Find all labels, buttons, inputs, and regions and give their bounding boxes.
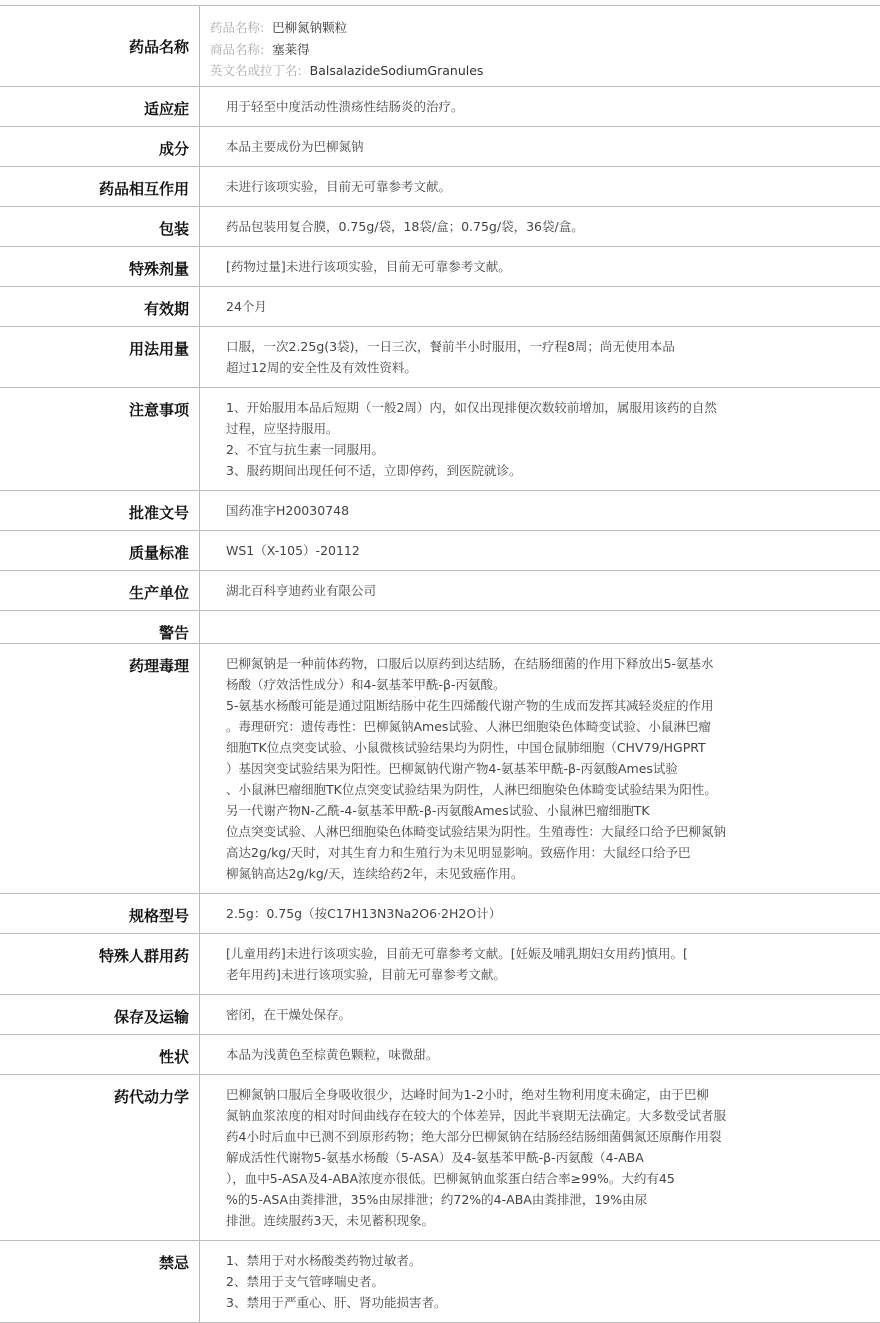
- row-value: [200, 6, 880, 87]
- row-label: 特殊人群用药: [0, 933, 200, 994]
- text-line: 2、不宜与抗生素一同服用。: [226, 439, 870, 460]
- text-line: [儿童用药]未进行该项实验，目前无可靠参考文献。[妊娠及哺乳期妇女用药]慎用。[: [226, 943, 870, 964]
- row-label: 批准文号: [0, 490, 200, 530]
- row-pharmacokinetics: [0, 1074, 880, 1240]
- row-value: [200, 570, 880, 610]
- row-label: 适应症: [0, 86, 200, 126]
- row-value: [200, 1240, 880, 1322]
- text-line: ），血中5-ASA及4-ABA浓度亦很低。巴柳氮钠血浆蛋白结合率≥99%。大约有45: [226, 1168, 870, 1189]
- row-label: 注意事项: [0, 387, 200, 490]
- text-line: 高达2g/kg/天时，对其生育力和生殖行为未见明显影响。致癌作用：大鼠经口给予巴: [226, 842, 870, 863]
- text-line: 药4小时后血中已测不到原形药物；绝大部分巴柳氮钠在结肠经结肠细菌偶氮还原酶作用裂: [226, 1126, 870, 1147]
- text-line: 本品为浅黄色至棕黄色颗粒，味微甜。: [226, 1044, 870, 1065]
- row-label: 药理毒理: [0, 643, 200, 893]
- row-label: 规格型号: [0, 893, 200, 933]
- text-line: WS1（X-105）-20112: [226, 540, 870, 561]
- text-line: 巴柳氮钠口服后全身吸收很少，达峰时间为1-2小时，绝对生物利用度未确定，由于巴柳: [226, 1084, 870, 1105]
- text-line: 国药准字H20030748: [226, 500, 870, 521]
- text-line: 超过12周的安全性及有效性资料。: [226, 357, 870, 378]
- text-line: 药品包装用复合膜，0.75g/袋，18袋/盒；0.75g/袋，36袋/盒。: [226, 216, 870, 237]
- text-line: 1、禁用于对水杨酸类药物过敏者。: [226, 1250, 870, 1271]
- text-line: 2、禁用于支气管哮喘史者。: [226, 1271, 870, 1292]
- row-drug-name: [0, 6, 880, 87]
- row-value: [200, 206, 880, 246]
- row-value: [200, 126, 880, 166]
- trade-name-line: [210, 39, 870, 61]
- text-line: 杨酸（疗效活性成分）和4-氨基苯甲酰-β-丙氨酸。: [226, 674, 870, 695]
- row-value: [200, 326, 880, 387]
- text-line: 排泄。连续服药3天，未见蓄积现象。: [226, 1210, 870, 1231]
- text-line: 用于轻至中度活动性溃疡性结肠炎的治疗。: [226, 96, 870, 117]
- field-value: 巴柳氮钠颗粒: [272, 20, 347, 35]
- text-line: [药物过量]未进行该项实验，目前无可靠参考文献。: [226, 256, 870, 277]
- text-line: 口服，一次2.25g(3袋)，一日三次，餐前半小时服用，一疗程8周；尚无使用本品: [226, 336, 870, 357]
- row-label: 包装: [0, 206, 200, 246]
- text-line: %的5-ASA由粪排泄，35%由尿排泄；约72%的4-ABA由粪排泄，19%由尿: [226, 1189, 870, 1210]
- text-line: 3、服药期间出现任何不适，立即停药，到医院就诊。: [226, 460, 870, 481]
- row-ingredients: [0, 126, 880, 166]
- row-interactions: [0, 166, 880, 206]
- row-precautions: [0, 387, 880, 490]
- text-line: ）基因突变试验结果为阳性。巴柳氮钠代谢产物4-氨基苯甲酰-β-丙氨酸Ames试验: [226, 758, 870, 779]
- row-value: [200, 994, 880, 1034]
- row-warning: [0, 610, 880, 643]
- english-name-line: [210, 60, 870, 82]
- row-usage: [0, 326, 880, 387]
- text-line: 老年用药]未进行该项实验，目前无可靠参考文献。: [226, 964, 870, 985]
- row-value: [200, 166, 880, 206]
- text-line: 1、开始服用本品后短期（一般2周）内，如仅出现排便次数较前增加，属服用该药的自然: [226, 397, 870, 418]
- row-contraindications: [0, 1240, 880, 1322]
- row-pharmacology: [0, 643, 880, 893]
- row-label: 警告: [0, 610, 200, 643]
- field-key: 药品名称:: [210, 20, 264, 35]
- text-line: 本品主要成份为巴柳氮钠: [226, 136, 870, 157]
- row-label: 用法用量: [0, 326, 200, 387]
- row-specification: [0, 893, 880, 933]
- text-line: 3、禁用于严重心、肝、肾功能损害者。: [226, 1292, 870, 1313]
- row-value: [200, 893, 880, 933]
- field-key: 商品名称:: [210, 42, 264, 57]
- row-storage: [0, 994, 880, 1034]
- row-overdose: [0, 246, 880, 286]
- row-label: 禁忌: [0, 1240, 200, 1322]
- row-indication: [0, 86, 880, 126]
- row-standard: [0, 530, 880, 570]
- drug-info-sheet: [0, 5, 880, 1323]
- row-value: [200, 610, 880, 643]
- row-label: 特殊剂量: [0, 246, 200, 286]
- text-line: 密闭，在干燥处保存。: [226, 1004, 870, 1025]
- row-approval: [0, 490, 880, 530]
- text-line: 24个月: [226, 296, 870, 317]
- row-label: 保存及运输: [0, 994, 200, 1034]
- text-line: 解成活性代谢物5-氨基水杨酸（5-ASA）及4-氨基苯甲酰-β-丙氨酸（4-ABA: [226, 1147, 870, 1168]
- drug-info-table: [0, 5, 880, 1323]
- generic-name-line: [210, 17, 870, 39]
- row-value: [200, 86, 880, 126]
- row-value: [200, 1074, 880, 1240]
- text-line: 未进行该项实验，目前无可靠参考文献。: [226, 176, 870, 197]
- text-line: 。毒理研究：遗传毒性：巴柳氮钠Ames试验、人淋巴细胞染色体畸变试验、小鼠淋巴瘤: [226, 716, 870, 737]
- row-special-population: [0, 933, 880, 994]
- text-line: 位点突变试验、人淋巴细胞染色体畸变试验结果为阴性。生殖毒性：大鼠经口给予巴柳氮钠: [226, 821, 870, 842]
- row-label: 药品名称: [0, 6, 200, 87]
- row-label: 成分: [0, 126, 200, 166]
- field-key: 英文名或拉丁名:: [210, 63, 302, 78]
- text-line: 细胞TK位点突变试验、小鼠微核试验结果均为阴性，中国仓鼠肺细胞（CHV79/HGPRT: [226, 737, 870, 758]
- row-label: 质量标准: [0, 530, 200, 570]
- row-value: [200, 490, 880, 530]
- row-validity: [0, 286, 880, 326]
- field-value: 塞莱得: [272, 42, 310, 57]
- row-value: [200, 530, 880, 570]
- row-label: 药代动力学: [0, 1074, 200, 1240]
- text-line: 、小鼠淋巴瘤细胞TK位点突变试验结果为阴性，人淋巴细胞染色体畸变试验结果为阳性。: [226, 779, 870, 800]
- row-value: [200, 387, 880, 490]
- row-label: 性状: [0, 1034, 200, 1074]
- text-line: 过程，应坚持服用。: [226, 418, 870, 439]
- text-line: 巴柳氮钠是一种前体药物，口服后以原药到达结肠，在结肠细菌的作用下释放出5-氨基水: [226, 653, 870, 674]
- row-label: 药品相互作用: [0, 166, 200, 206]
- row-manufacturer: [0, 570, 880, 610]
- row-value: [200, 1034, 880, 1074]
- row-label: 生产单位: [0, 570, 200, 610]
- row-value: [200, 933, 880, 994]
- text-line: 柳氮钠高达2g/kg/天，连续给药2年，未见致癌作用。: [226, 863, 870, 884]
- text-line: 另一代谢产物N-乙酰-4-氨基苯甲酰-β-丙氨酸Ames试验、小鼠淋巴瘤细胞TK: [226, 800, 870, 821]
- row-label: 有效期: [0, 286, 200, 326]
- text-line: 5-氨基水杨酸可能是通过阻断结肠中花生四烯酸代谢产物的生成而发挥其减轻炎症的作用: [226, 695, 870, 716]
- text-line: 2.5g：0.75g（按C17H13N3Na2O6·2H2O计）: [226, 903, 870, 924]
- row-value: [200, 286, 880, 326]
- row-package: [0, 206, 880, 246]
- row-value: [200, 643, 880, 893]
- row-appearance: [0, 1034, 880, 1074]
- row-value: [200, 246, 880, 286]
- text-line: 湖北百科亨迪药业有限公司: [226, 580, 870, 601]
- field-value: BalsalazideSodiumGranules: [310, 63, 484, 78]
- text-line: 氮钠血浆浓度的相对时间曲线存在较大的个体差异，因此半衰期无法确定。大多数受试者服: [226, 1105, 870, 1126]
